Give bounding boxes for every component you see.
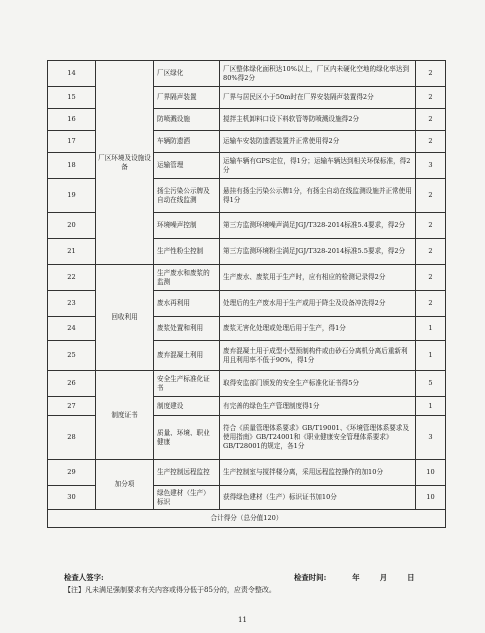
table-row [48,61,446,87]
year-label: 年 [352,573,360,582]
criteria-text: 获得绿色建材（生产）标识证书加10分 [220,486,416,510]
score-value: 10 [416,486,446,510]
row-number: 15 [48,87,96,109]
score-value: 1 [416,317,446,341]
item-name: 厂区绿化 [154,61,220,87]
score-value: 10 [416,460,446,486]
criteria-text: 运输车辆有GPS定位，得1分；运输车辆达到相关环保标准，得2分 [220,153,416,179]
item-name: 生产控制远程监控 [154,460,220,486]
row-number: 18 [48,153,96,179]
row-number: 24 [48,317,96,341]
row-number: 26 [48,371,96,397]
score-value: 2 [416,109,446,131]
score-value: 3 [416,153,446,179]
item-name: 废弃混凝土利用 [154,341,220,371]
score-value: 1 [416,341,446,371]
item-name: 质量、环境、职业健康 [154,416,220,460]
item-name: 生产废水和废浆的监测 [154,265,220,291]
criteria-text: 废浆无害化处理或处理后用于生产，得1分 [220,317,416,341]
item-name: 安全生产标准化证书 [154,371,220,397]
item-name: 防喷溅设施 [154,109,220,131]
item-name: 环境噪声控制 [154,213,220,239]
score-value: 5 [416,371,446,397]
total-row [48,510,446,528]
criteria-text: 处理后的生产废水用于生产或用于降尘及设备冲洗得2分 [220,291,416,317]
scoring-table [47,60,446,528]
criteria-text: 第三方监测环境粉尘满足JGJ/T328-2014标准5.5要求，得2分 [220,239,416,265]
row-number: 14 [48,61,96,87]
criteria-text: 取得安监部门颁发的安全生产标准化证书得5分 [220,371,416,397]
score-value: 2 [416,213,446,239]
row-number: 25 [48,341,96,371]
table-row [48,460,446,486]
footnote: 【注】凡未满足强制要求有关内容或得分低于85分的，应责令整改。 [64,586,276,594]
category-environment: 厂区环境及设施设备 [96,61,154,265]
criteria-text: 生产废水、废浆用于生产时，应有相应的检测记录得2分 [220,265,416,291]
item-name: 废浆处置和利用 [154,317,220,341]
item-name: 生产性粉尘控制 [154,239,220,265]
signature-line [64,572,415,583]
total-label: 合计得分（总分值120） [48,510,446,528]
date-label: 检查时间: [294,573,327,582]
row-number: 17 [48,131,96,153]
item-name: 绿色建材（生产）标识 [154,486,220,510]
item-name: 制度建设 [154,397,220,416]
row-number: 28 [48,416,96,460]
item-name: 车辆防遗洒 [154,131,220,153]
row-number: 22 [48,265,96,291]
criteria-text: 第三方监测环境噪声满足JGJ/T328-2014标准5.4要求，得2分 [220,213,416,239]
day-label: 日 [407,573,415,582]
table-row [48,265,446,291]
score-value: 1 [416,397,446,416]
criteria-text: 运输车安装防遗洒装置并正常使用得2分 [220,131,416,153]
category-bonus: 加分项 [96,460,154,510]
category-recycling: 回收利用 [96,265,154,371]
criteria-text: 搅拌主机卸料口设下料软管等防喷溅设施得2分 [220,109,416,131]
item-name: 扬尘污染公示牌及自动在线监测 [154,179,220,213]
row-number: 23 [48,291,96,317]
score-value: 2 [416,131,446,153]
item-name: 运输管理 [154,153,220,179]
criteria-text: 厂界与居民区小于50m时在厂界安装隔声装置得2分 [220,87,416,109]
row-number: 30 [48,486,96,510]
score-value: 2 [416,61,446,87]
page-number: 11 [238,616,247,624]
row-number: 29 [48,460,96,486]
row-number: 19 [48,179,96,213]
month-label: 月 [379,573,388,582]
table-row [48,371,446,397]
inspection-date [294,572,415,583]
item-name: 废水再利用 [154,291,220,317]
row-number: 27 [48,397,96,416]
score-value: 2 [416,265,446,291]
score-value: 2 [416,291,446,317]
score-value: 2 [416,179,446,213]
criteria-text: 厂区整体绿化面积达10%以上，厂区内未硬化空地的绿化率达到80%得2分 [220,61,416,87]
inspector-label: 检查人签字: [64,573,104,582]
category-certificates: 制度证书 [96,371,154,460]
score-value: 3 [416,416,446,460]
item-name: 厂界隔声装置 [154,87,220,109]
row-number: 16 [48,109,96,131]
criteria-text: 符合《质量管理体系要求》GB/T19001、《环境管理体系要求及使用指南》GB/T24001和《职业健康安全管理体系要求》GB/T28001的规定，各1分 [220,416,416,460]
row-number: 21 [48,239,96,265]
score-value: 2 [416,239,446,265]
row-number: 20 [48,213,96,239]
criteria-text: 悬挂有扬尘污染公示牌1分，有扬尘自动在线监测设施并正常使用得1分 [220,179,416,213]
criteria-text: 生产控制室与搅拌楼分离，采用远程监控操作的加10分 [220,460,416,486]
criteria-text: 有完善的绿色生产管理制度得1分 [220,397,416,416]
score-value: 2 [416,87,446,109]
criteria-text: 废弃混凝土用于成型小型预制构件或由砂石分离机分离后重新利用且利用率不低于90%，得1分 [220,341,416,371]
